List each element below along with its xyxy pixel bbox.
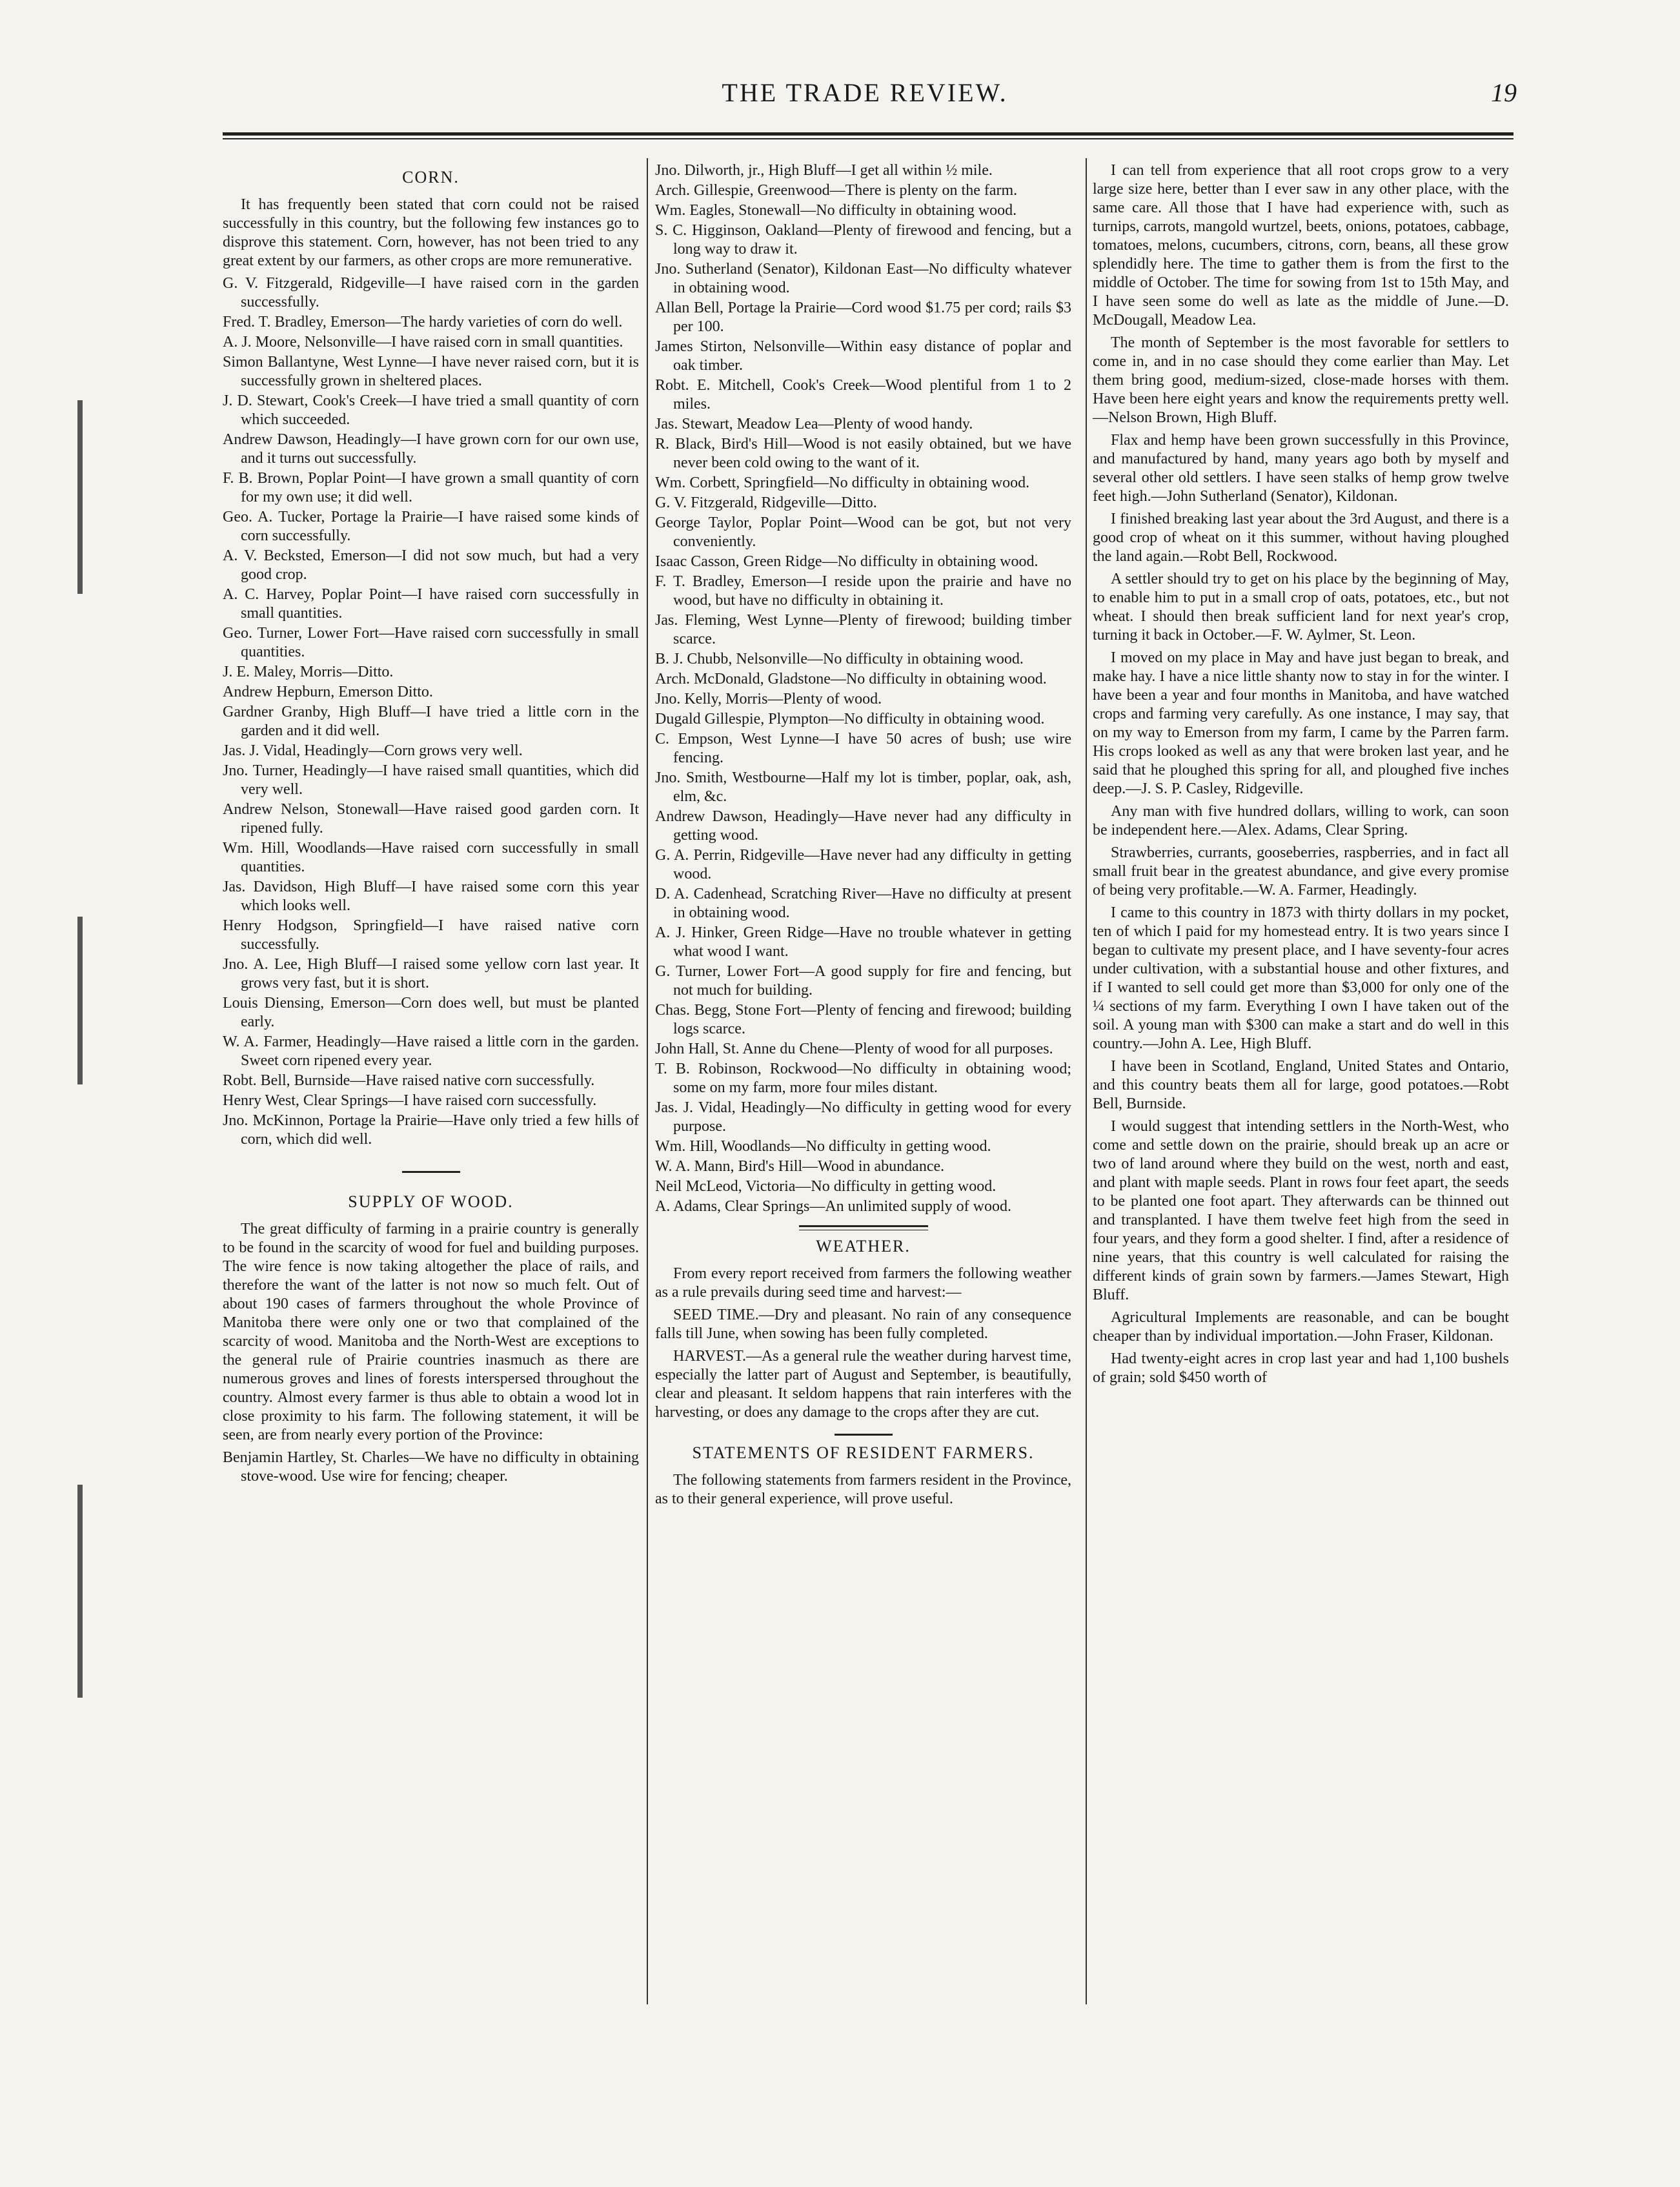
statements-intro: The following statements from farmers resident in the Province, as to their general experience, will prove useful. (655, 1472, 1071, 1507)
list-item: A. V. Becksted, Emerson—I did not sow much, but had a very good crop. (223, 547, 639, 583)
corn-intro: It has frequently been stated that corn could not be raised successfully in this country, but the following few instances go to disprove this statement. Corn, however, has not been tried to any great extent by our farmers, as other crops are more remunerative. (223, 196, 639, 269)
list-item: C. Empson, West Lynne—I have 50 acres of bush; use wire fencing. (655, 731, 1071, 766)
list-item: B. J. Chubb, Nelsonville—No difficulty in obtaining wood. (655, 651, 1024, 667)
list-item: Andrew Dawson, Headingly—I have grown corn for our own use, and it turns out successfully. (223, 431, 639, 467)
list-item: Geo. A. Tucker, Portage la Prairie—I have raised some kinds of corn successfully. (223, 509, 639, 544)
list-item: Jno. Turner, Headingly—I have raised small quantities, which did very well. (223, 762, 639, 798)
corn-heading: CORN. (402, 168, 460, 187)
list-item: G. A. Perrin, Ridgeville—Have never had any difficulty in getting wood. (655, 847, 1071, 882)
list-item: D. A. Cadenhead, Scratching River—Have no difficulty at present in obtaining wood. (655, 886, 1071, 921)
list-item: Benjamin Hartley, St. Charles—We have no difficulty in obtaining stove-wood. Use wire for fencing; cheaper. (223, 1449, 639, 1485)
column-rule (647, 158, 648, 2004)
page-header (213, 77, 1517, 129)
list-item: W. A. Farmer, Headingly—Have raised a little corn in the garden. Sweet corn ripened every year. (223, 1033, 639, 1069)
weather-intro: From every report received from farmers the following weather as a rule prevails during seed time and harvest:— (655, 1265, 1071, 1301)
list-item: R. Black, Bird's Hill—Wood is not easily obtained, but we have never been cold owing to the want of it. (655, 436, 1071, 471)
list-item: Jno. A. Lee, High Bluff—I raised some yellow corn last year. It grows very fast, but it is short. (223, 956, 639, 992)
list-item: G. V. Fitzgerald, Ridgeville—Ditto. (655, 494, 877, 511)
list-item: Jas. J. Vidal, Headingly—No difficulty in getting wood for every purpose. (655, 1099, 1071, 1135)
list-item: Dugald Gillespie, Plympton—No difficulty in obtaining wood. (655, 711, 1045, 727)
list-item: Gardner Granby, High Bluff—I have tried a little corn in the garden and it did well. (223, 704, 639, 739)
list-item: A. Adams, Clear Springs—An unlimited supply of wood. (655, 1198, 1011, 1215)
list-item: Fred. T. Bradley, Emerson—The hardy varieties of corn do well. (223, 314, 623, 331)
farmer-statements (1093, 161, 1509, 1387)
list-item: G. V. Fitzgerald, Ridgeville—I have raised corn in the garden successfully. (223, 275, 639, 310)
list-item: F. B. Brown, Poplar Point—I have grown a small quantity of corn for my own use; it did well. (223, 470, 639, 505)
list-item: G. Turner, Lower Fort—A good supply for fire and fencing, but not much for building. (655, 963, 1071, 999)
list-item: Jno. Dilworth, jr., High Bluff—I get all within ½ mile. (655, 162, 993, 179)
list-item: Jas. Davidson, High Bluff—I have raised some corn this year which looks well. (223, 879, 639, 914)
list-item: John Hall, St. Anne du Chene—Plenty of wood for all purposes. (655, 1041, 1053, 1057)
list-item: Isaac Casson, Green Ridge—No difficulty in obtaining wood. (655, 553, 1038, 570)
header-rule-thin (223, 138, 1513, 139)
list-item: Jas. J. Vidal, Headingly—Corn grows very well. (223, 742, 523, 759)
list-item: Arch. McDonald, Gladstone—No difficulty in obtaining wood. (655, 671, 1047, 687)
harvest-paragraph: HARVEST.—As a general rule the weather during harvest time, especially the latter part of August and September, is beautifully, clear and pleasant. It seldom happens that rain interferes with the harvesting, or does any damage to the crops after they are cut. (655, 1348, 1071, 1421)
paragraph: I can tell from experience that all root crops grow to a very large size here, better than I ever saw in any other place, with the same care. All those that I have had experience with, such as turnips, carrots, mangold wurtzel, beets, onions, potatoes, cabbage, tomatoes, melons, cucumbers, citrons, corn, beans, all these grow splendidly here. The time to gather them is from the first to the middle of October. The time for sowing from 1st to 15th May, and I have seen some do well as late as the middle of June.—D. McDougall, Meadow Lea. (1093, 162, 1509, 329)
list-item: J. E. Maley, Morris—Ditto. (223, 664, 394, 680)
margin-binding-mark (77, 400, 83, 594)
page-number: 19 (1491, 78, 1517, 107)
column-2 (655, 161, 1071, 1512)
list-item: Geo. Turner, Lower Fort—Have raised corn successfully in small quantities. (223, 625, 639, 660)
list-item: Wm. Corbett, Springfield—No difficulty in obtaining wood. (655, 474, 1030, 491)
list-item: A. C. Harvey, Poplar Point—I have raised corn successfully in small quantities. (223, 586, 639, 622)
list-item: Jno. Kelly, Morris—Plenty of wood. (655, 691, 882, 707)
list-item: Louis Diensing, Emerson—Corn does well, but must be planted early. (223, 995, 639, 1030)
paragraph: The month of September is the most favorable for settlers to come in, and in no case should they come earlier than May. Let them bring good, medium-sized, close-made horses with them. Have been here eight years and know the requirements pretty well.—Nelson Brown, High Bluff. (1093, 334, 1509, 426)
list-item: A. J. Hinker, Green Ridge—Have no trouble whatever in getting what wood I want. (655, 924, 1071, 960)
paragraph: I have been in Scotland, England, United States and Ontario, and this country beats them all for large, good potatoes.—Robt Bell, Burnside. (1093, 1058, 1509, 1112)
list-item: Robt. Bell, Burnside—Have raised native corn successfully. (223, 1072, 595, 1089)
column-rule (1086, 158, 1087, 2004)
list-item: Wm. Eagles, Stonewall—No difficulty in obtaining wood. (655, 202, 1017, 219)
list-item: A. J. Moore, Nelsonville—I have raised corn in small quantities. (223, 334, 623, 351)
wood-entries (223, 1449, 639, 1486)
paragraph: Agricultural Implements are reasonable, and can be bought cheaper than by individual importation.—John Fraser, Kildonan. (1093, 1309, 1509, 1345)
paragraph: I came to this country in 1873 with thirty dollars in my pocket, ten of which I paid for my homestead entry. It is two years since I began to cultivate my present place, and I have seventy-four acres under cultivation, with a substantial house and other fixtures, and if I wanted to sell could get more than $3,000 for only one of the ¼ sections of my farm. Everything I own I have taken out of the soil. A young man with $300 can make a start and do well in this country.—John A. Lee, High Bluff. (1093, 904, 1509, 1052)
list-item: George Taylor, Poplar Point—Wood can be got, but not very conveniently. (655, 514, 1071, 550)
paragraph: I would suggest that intending settlers in the North-West, who come and settle down on the prairie, should break up an acre or two of land around where they build on the west, north and east, and plant with maple seeds. Plant in rows four feet apart, the seeds to be planted one foot apart. They afterwards can be thinned out and transplanted. I have them twelve feet high from the seed in four years, and they form a good shelter. I find, after a residence of nine years, that this country is well calculated for raising the different kinds of grain sown by farmers.—James Stewart, High Bluff. (1093, 1118, 1509, 1303)
list-item: Jno. McKinnon, Portage la Prairie—Have only tried a few hills of corn, which did well. (223, 1112, 639, 1148)
list-item: Wm. Hill, Woodlands—No difficulty in getting wood. (655, 1138, 991, 1155)
list-item: S. C. Higginson, Oakland—Plenty of firewood and fencing, but a long way to draw it. (655, 222, 1071, 258)
seed-time-paragraph: SEED TIME.—Dry and pleasant. No rain of any consequence falls till June, when sowing has been fully completed. (655, 1307, 1071, 1342)
list-item: Neil McLeod, Victoria—No difficulty in getting wood. (655, 1178, 997, 1195)
paragraph: I moved on my place in May and have just began to break, and make hay. I have a nice little shanty now to stay in for the winter. I have been a year and four months in Manitoba, and have watched crops and farming very carefully. As one instance, I may say, that on my way to Emerson from my farm, I came by the Parren farm. His crops looked as well as any that were broken last year, and he said that he ploughed this spring for all, and ploughed five inches deep.—J. S. P. Casley, Ridgeville. (1093, 649, 1509, 797)
margin-binding-mark (77, 1485, 83, 1698)
running-title: THE TRADE REVIEW. (722, 78, 1008, 107)
column-1 (223, 161, 639, 1487)
wood-intro: The great difficulty of farming in a prairie country is generally to be found in the scarcity of wood for fuel and building purposes. The wire fence is now taking altogether the place of rails, and therefore the want of the latter is not now so much felt. Out of about 190 cases of farmers throughout the whole Province of Manitoba there were only one or two that complained of the scarcity of wood. Manitoba and the North-West are exceptions to the general rule of Prairie countries inasmuch as there are numerous groves and lines of forests interspersed throughout the country. Almost every farmer is thus able to obtain a wood lot in close proximity to his farm. The following statement, it will be seen, are from nearly every portion of the Province: (223, 1221, 639, 1443)
list-item: Jno. Smith, Westbourne—Half my lot is timber, poplar, oak, ash, elm, &c. (655, 769, 1071, 805)
margin-binding-mark (77, 917, 83, 1084)
section-separator (835, 1434, 893, 1436)
list-item: Jno. Sutherland (Senator), Kildonan East—No difficulty whatever in obtaining wood. (655, 261, 1071, 296)
list-item: Chas. Begg, Stone Fort—Plenty of fencing and firewood; building logs scarce. (655, 1002, 1071, 1037)
wood-heading: SUPPLY OF WOOD. (348, 1192, 514, 1211)
list-item: J. D. Stewart, Cook's Creek—I have tried a small quantity of corn which succeeded. (223, 392, 639, 428)
list-item: Robt. E. Mitchell, Cook's Creek—Wood plentiful from 1 to 2 miles. (655, 377, 1071, 412)
paragraph: Had twenty-eight acres in crop last year and had 1,100 bushels of grain; sold $450 worth of (1093, 1350, 1509, 1386)
section-separator (402, 1171, 460, 1173)
weather-heading: WEATHER. (816, 1237, 911, 1256)
list-item: Henry Hodgson, Springfield—I have raised native corn successfully. (223, 917, 639, 953)
paragraph: Flax and hemp have been grown successfully in this Province, and manufactured by hand, many years ago both by myself and several other old settlers. I have seen stalks of hemp grow twelve feet high.—John Sutherland (Senator), Kildonan. (1093, 432, 1509, 505)
list-item: W. A. Mann, Bird's Hill—Wood in abundance. (655, 1158, 945, 1175)
section-separator (799, 1225, 928, 1230)
list-item: Arch. Gillespie, Greenwood—There is plenty on the farm. (655, 182, 1018, 199)
column-3 (1093, 161, 1509, 1391)
list-item: Jas. Stewart, Meadow Lea—Plenty of wood handy. (655, 416, 973, 432)
paragraph: Any man with five hundred dollars, willing to work, can soon be independent here.—Alex. Adams, Clear Spring. (1093, 803, 1509, 839)
list-item: T. B. Robinson, Rockwood—No difficulty in obtaining wood; some on my farm, more four miles distant. (655, 1061, 1071, 1096)
header-rule (223, 132, 1513, 136)
list-item: Andrew Dawson, Headingly—Have never had any difficulty in getting wood. (655, 808, 1071, 844)
paragraph: Strawberries, currants, gooseberries, raspberries, and in fact all small fruit bear in the greatest abundance, and give every promise of being very profitable.—W. A. Farmer, Headingly. (1093, 844, 1509, 899)
paragraph: I finished breaking last year about the 3rd August, and there is a good crop of wheat on it this summer, without having ploughed the land again.—Robt Bell, Rockwood. (1093, 511, 1509, 565)
list-item: Andrew Nelson, Stonewall—Have raised good garden corn. It ripened fully. (223, 801, 639, 837)
statements-heading: STATEMENTS OF RESIDENT FARMERS. (692, 1443, 1035, 1462)
paragraph: A settler should try to get on his place by the beginning of May, to enable him to put in a small crop of oats, potatoes, etc., but not wheat. I should then break sufficient land for next year's crop, turning it back in October.—F. W. Aylmer, St. Leon. (1093, 571, 1509, 644)
list-item: James Stirton, Nelsonville—Within easy distance of poplar and oak timber. (655, 338, 1071, 374)
list-item: Andrew Hepburn, Emerson Ditto. (223, 684, 433, 700)
wood-entries (655, 161, 1071, 1216)
list-item: Henry West, Clear Springs—I have raised corn successfully. (223, 1092, 597, 1109)
list-item: Allan Bell, Portage la Prairie—Cord wood $1.75 per cord; rails $3 per 100. (655, 300, 1071, 335)
list-item: Wm. Hill, Woodlands—Have raised corn successfully in small quantities. (223, 840, 639, 875)
corn-entries (223, 274, 639, 1149)
list-item: Simon Ballantyne, West Lynne—I have never raised corn, but it is successfully grown in sheltered places. (223, 354, 639, 389)
list-item: Jas. Fleming, West Lynne—Plenty of firewood; building timber scarce. (655, 612, 1071, 647)
list-item: F. T. Bradley, Emerson—I reside upon the prairie and have no wood, but have no difficulty in obtaining it. (655, 573, 1071, 609)
